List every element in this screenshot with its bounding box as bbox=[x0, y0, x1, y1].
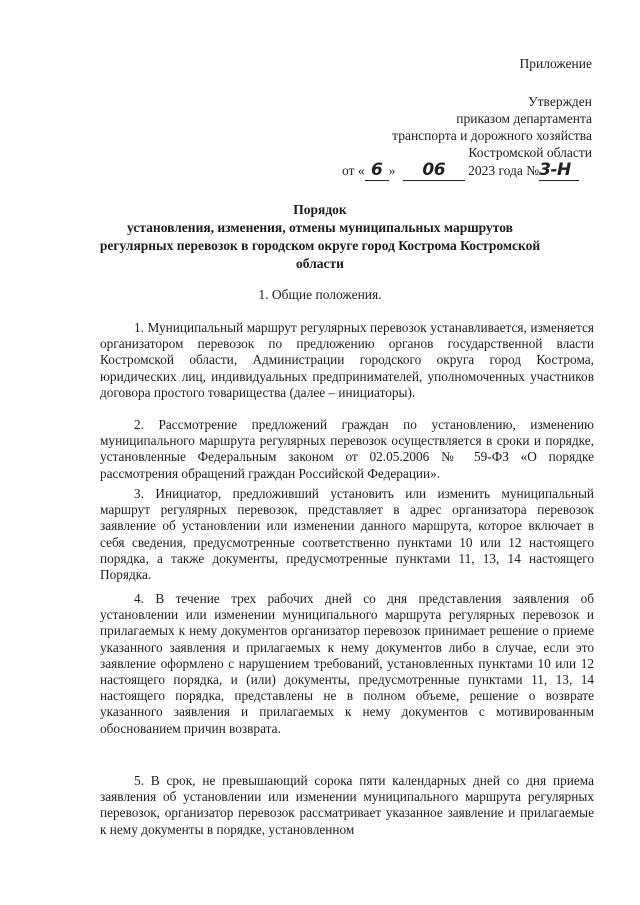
date-month-field bbox=[403, 160, 465, 181]
appendix-label: Приложение bbox=[519, 56, 592, 71]
date-number: 3-Н bbox=[539, 160, 571, 180]
date-day-field bbox=[365, 160, 389, 181]
date-prefix: от « bbox=[342, 163, 365, 178]
approved-label: Утвержден bbox=[528, 94, 592, 109]
title-line-2: установления, изменения, отмены муниципальных маршрутов bbox=[127, 220, 513, 235]
section-heading: 1. Общие положения. bbox=[258, 287, 382, 302]
paragraph-1: 1. Муниципальный маршрут регулярных перевозок устанавливается, изменяется организатором перевозок по предложению органов государственной власти Костромской области, Администрации городского округа город Кострома, юридических лиц, индивидуальных предпринимателей, уполномоченных участников договора простого товарищества (далее – инициаторы). bbox=[100, 320, 594, 400]
date-day: 6 bbox=[370, 160, 383, 180]
title-line-3: регулярных перевозок в городском округе город Кострома Костромской bbox=[99, 238, 541, 253]
date-number-field bbox=[539, 160, 579, 181]
order-line-2: транспорта и дорожного хозяйства bbox=[392, 128, 592, 143]
paragraph-4: 4. В течение трех рабочих дней со дня представления заявления об установлении или изменении муниципального маршрута регулярных перевозок и прилагаемых к нему документов организатор перевозок принимает решение о приеме указанного заявления и прилагаемых к нему документов либо в случае, если это заявление оформлено с нарушением требований, установленных пунктами 10 или 12 настоящего порядка, и (или) документы, предусмотренные пунктами 11, 13, 14 настоящего порядка, представлены не в полном объеме, решение о возврате указанного заявления и прилагаемых к нему документов с мотивированным обоснованием причин возврата. bbox=[100, 591, 594, 736]
date-year: 2023 года № bbox=[468, 163, 540, 178]
title-line-1: Порядок bbox=[293, 202, 347, 217]
paragraph-5: 5. В срок, не превышающий сорока пяти календарных дней со дня приема заявления об установлении или изменении муниципального маршрута регулярных перевозок, организатор перевозок рассматривает указанное заявление и прилагаемые к нему документы в порядке, установленном bbox=[100, 773, 594, 837]
title-line-4: области bbox=[296, 256, 344, 271]
paragraph-3: 3. Инициатор, предложивший установить или изменить муниципальный маршрут регулярных перевозок, представляет в адрес организатора перевозок заявление об установлении или изменении данного маршрута, которое включает в себя сведения, предусмотренные соответственно пунктами 10 или 12 настоящего порядка, а также документы, предусмотренные пунктами 11, 13, 14 настоящего Порядка. bbox=[100, 486, 594, 583]
order-date-line bbox=[342, 160, 579, 181]
date-month: 06 bbox=[422, 160, 446, 180]
date-mid: » bbox=[388, 163, 396, 178]
order-line-3: Костромской области bbox=[468, 145, 592, 160]
paragraph-2: 2. Рассмотрение предложений граждан по установлению, изменению муниципального маршрута регулярных перевозок осуществляется в сроки и порядке, установленные Федеральным законом от 02.05.2006 № 59-ФЗ «О порядке рассмотрения обращений граждан Российской Федерации». bbox=[100, 417, 594, 481]
order-line-1: приказом департамента bbox=[456, 111, 592, 126]
